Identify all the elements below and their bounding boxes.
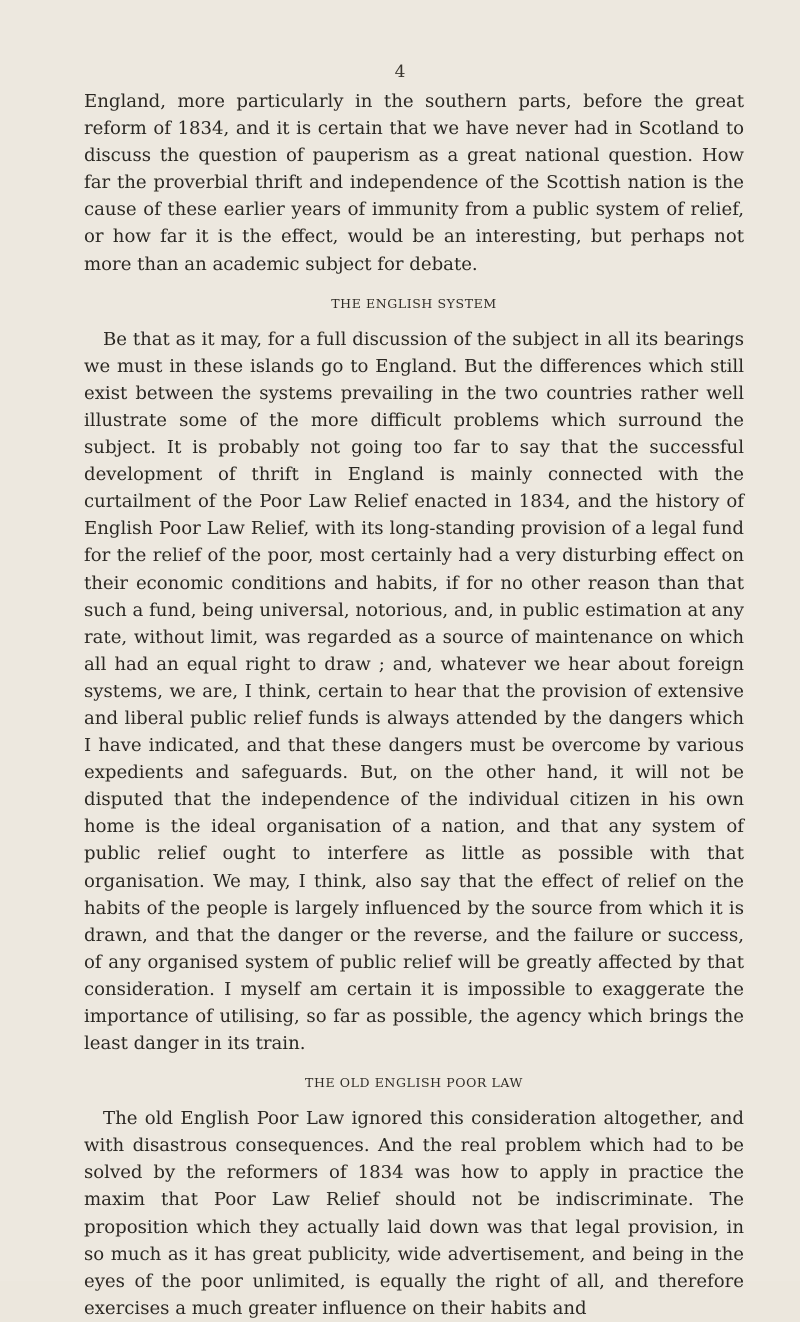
section-heading-old-poor-law: THE OLD ENGLISH POOR LAW	[305, 1075, 523, 1091]
paragraph-intro: England, more particularly in the southern parts, before the great reform of 1834, and it is certain that we have never had in Scotland to discuss the question of pauperism as a great national question. How far the proverbial thrift and independence of the Scottish nation is the cause of these earlier years of immunity from a public system of relief, or how far it is the effect, would be an interesting, but perhaps not more than an academic subject for debate.	[84, 91, 744, 275]
page-number: 4	[394, 62, 406, 82]
section-heading-english-system: THE ENGLISH SYSTEM	[331, 295, 497, 311]
paragraph-old-poor-law: The old English Poor Law ignored this consideration altogether, and with disastrous consequences. And the real problem which had to be solved by the reformers of 1834 was how to apply in practice the maxim that Poor Law Relief should not be indiscriminate. The proposition which they actually laid down was that legal provision, in so much as it has great publicity, wide advertisement, and being in the eyes of the poor unlimited, is equally the right of all, and therefore exercises a much greater influence on their habits and	[84, 1108, 744, 1319]
document-body	[84, 88, 744, 1322]
paragraph-english-system: Be that as it may, for a full discussion of the subject in all its bearings we must in these islands go to England. But the differences which still exist between the systems prevailing in the two countries rather well illustrate some of the more difficult problems which surround the subject. It is probably not going too far to say that the successful development of thrift in England is mainly connected with the curtailment of the Poor Law Relief enacted in 1834, and the history of English Poor Law Relief, with its long-standing provision of a legal fund for the relief of the poor, most certainly had a very disturbing effect on their economic conditions and habits, if for no other reason than that such a fund, being universal, notorious, and, in public estimation at any rate, without limit, was regarded as a source of maintenance on which all had an equal right to draw ; and, whatever we hear about foreign systems, we are, I think, certain to hear that the provision of extensive and liberal public relief funds is always attended by the dangers which I have indicated, and that these dangers must be overcome by various expedients and safeguards. But, on the other hand, it will not be disputed that the independence of the individual citizen in his own home is the ideal organisation of a nation, and that any system of public relief ought to interfere as little as possible with that organisation. We may, I think, also say that the effect of relief on the habits of the people is largely influenced by the source from which it is drawn, and that the danger or the reverse, and the failure or success, of any organised system of public relief will be greatly affected by that consideration. I myself am certain it is impossible to exaggerate the importance of utilising, so far as possible, the agency which brings the least danger in its train.	[84, 328, 744, 1055]
